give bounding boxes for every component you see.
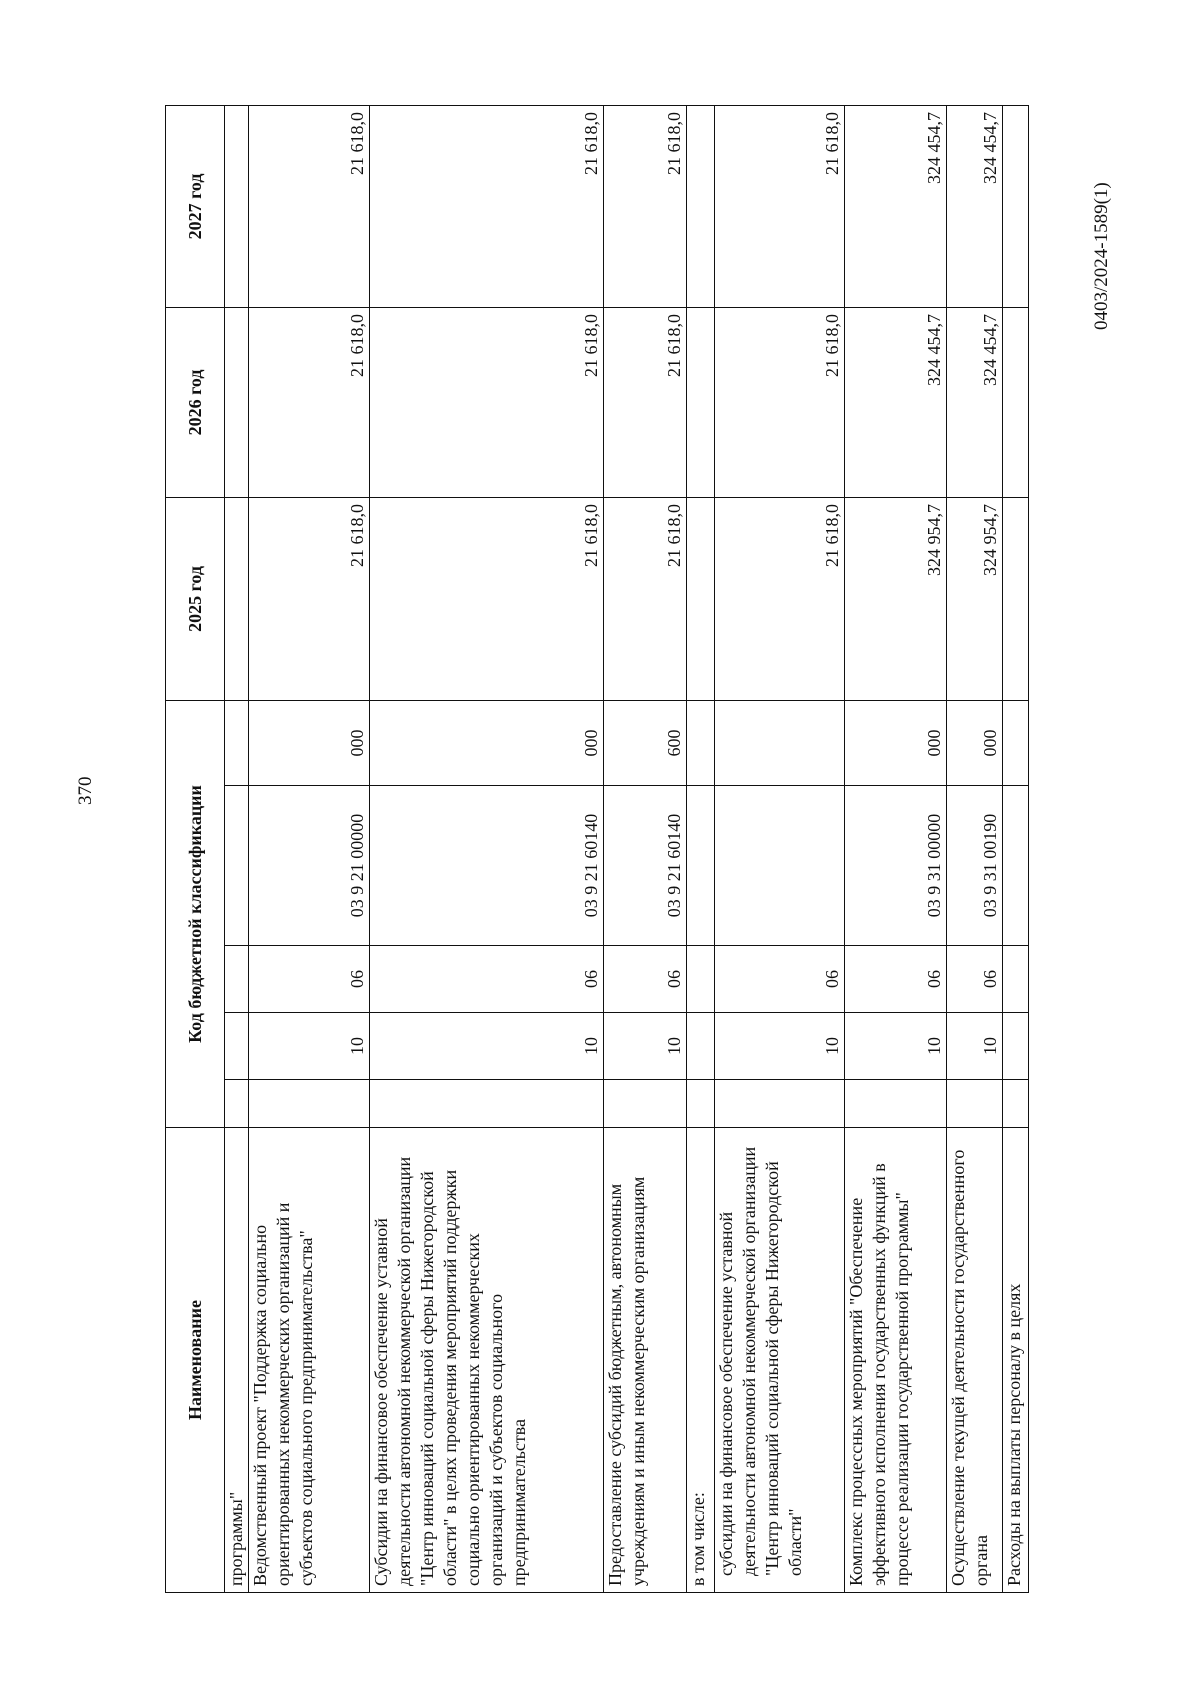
header-name: Наименование [166,1128,225,1593]
code-target: 03 9 31 00000 [845,786,947,946]
page-number: 370 [75,776,96,805]
document-code: 0403/2024-1589(1) [1091,182,1112,330]
header-2025: 2025 год [166,497,225,700]
value-2025: 21 618,0 [715,497,845,700]
header-2027: 2027 год [166,105,225,307]
value-2027: 21 618,0 [249,105,370,307]
code-section: 10 [370,1013,604,1080]
value-2025: 21 618,0 [604,497,687,700]
carryover-text: программы" [225,1128,249,1593]
row-name: Субсидии на финансовое обеспечение уставной деятельности автономной некоммерческой организации "Центр инноваций социальной сферы Нижегородской области" в целях проведения мероприятий поддержки социально ориентированных некоммерческих организаций и субъектов социального предпринимательства [370,1128,604,1593]
code-expense-type [715,700,845,785]
value-2027: 324 454,7 [947,105,1003,307]
table-row [687,105,715,1592]
table-header-row [166,105,225,1592]
code-target: 03 9 21 60140 [604,786,687,946]
code-target: 03 9 31 00190 [947,786,1003,946]
code-section: 10 [604,1013,687,1080]
table-row [845,105,947,1592]
header-2026: 2026 год [166,307,225,497]
code-subsection: 06 [604,946,687,1013]
budget-table [165,105,1029,1593]
table-row [604,105,687,1592]
value-2026: 324 454,7 [845,307,947,497]
value-2027: 21 618,0 [604,105,687,307]
code-expense-type: 000 [947,700,1003,785]
code-expense-type: 000 [845,700,947,785]
value-2025: 324 954,7 [947,497,1003,700]
value-2025: 324 954,7 [845,497,947,700]
table-row [715,105,845,1592]
value-2026: 21 618,0 [604,307,687,497]
code-target: 03 9 21 60140 [370,786,604,946]
code-expense-type: 000 [370,700,604,785]
row-name: Ведомственный проект "Поддержка социально ориентированных некоммерческих организаций и субъектов социального предпринимательства" [249,1128,370,1593]
code-expense-type: 000 [249,700,370,785]
code-subsection: 06 [249,946,370,1013]
code-subsection: 06 [845,946,947,1013]
value-2026: 21 618,0 [370,307,604,497]
value-2027: 324 454,7 [845,105,947,307]
budget-table-rotated [165,106,1050,1593]
row-name: Предоставление субсидий бюджетным, автономным учреждениям и иным некоммерческим организациям [604,1128,687,1593]
table-row [370,105,604,1592]
code-subsection: 06 [715,946,845,1013]
code-subsection: 06 [370,946,604,1013]
code-section: 10 [715,1013,845,1080]
carryover-row [225,105,249,1592]
value-2026: 324 454,7 [947,307,1003,497]
row-name: Осуществление текущей деятельности государственного органа [947,1128,1003,1593]
value-2025: 21 618,0 [370,497,604,700]
header-code: Код бюджетной классификации [166,700,225,1127]
table-row [1003,105,1029,1592]
row-name: субсидии на финансовое обеспечение уставной деятельности автономной некоммерческой организации "Центр инноваций социальной сферы Нижегородской области" [715,1128,845,1593]
table-row [947,105,1003,1592]
code-section: 10 [249,1013,370,1080]
code-section: 10 [845,1013,947,1080]
row-name: в том числе: [687,1128,715,1593]
row-name: Комплекс процессных мероприятий "Обеспечение эффективного исполнения государственных функций в процессе реализации государственной программы" [845,1128,947,1593]
value-2027: 21 618,0 [370,105,604,307]
value-2027: 21 618,0 [715,105,845,307]
code-expense-type: 600 [604,700,687,785]
value-2025: 21 618,0 [249,497,370,700]
table-row [249,105,370,1592]
row-name: Расходы на выплаты персоналу в целях [1003,1128,1029,1593]
value-2026: 21 618,0 [249,307,370,497]
code-target: 03 9 21 00000 [249,786,370,946]
code-subsection: 06 [947,946,1003,1013]
value-2026: 21 618,0 [715,307,845,497]
code-section: 10 [947,1013,1003,1080]
code-target [715,786,845,946]
